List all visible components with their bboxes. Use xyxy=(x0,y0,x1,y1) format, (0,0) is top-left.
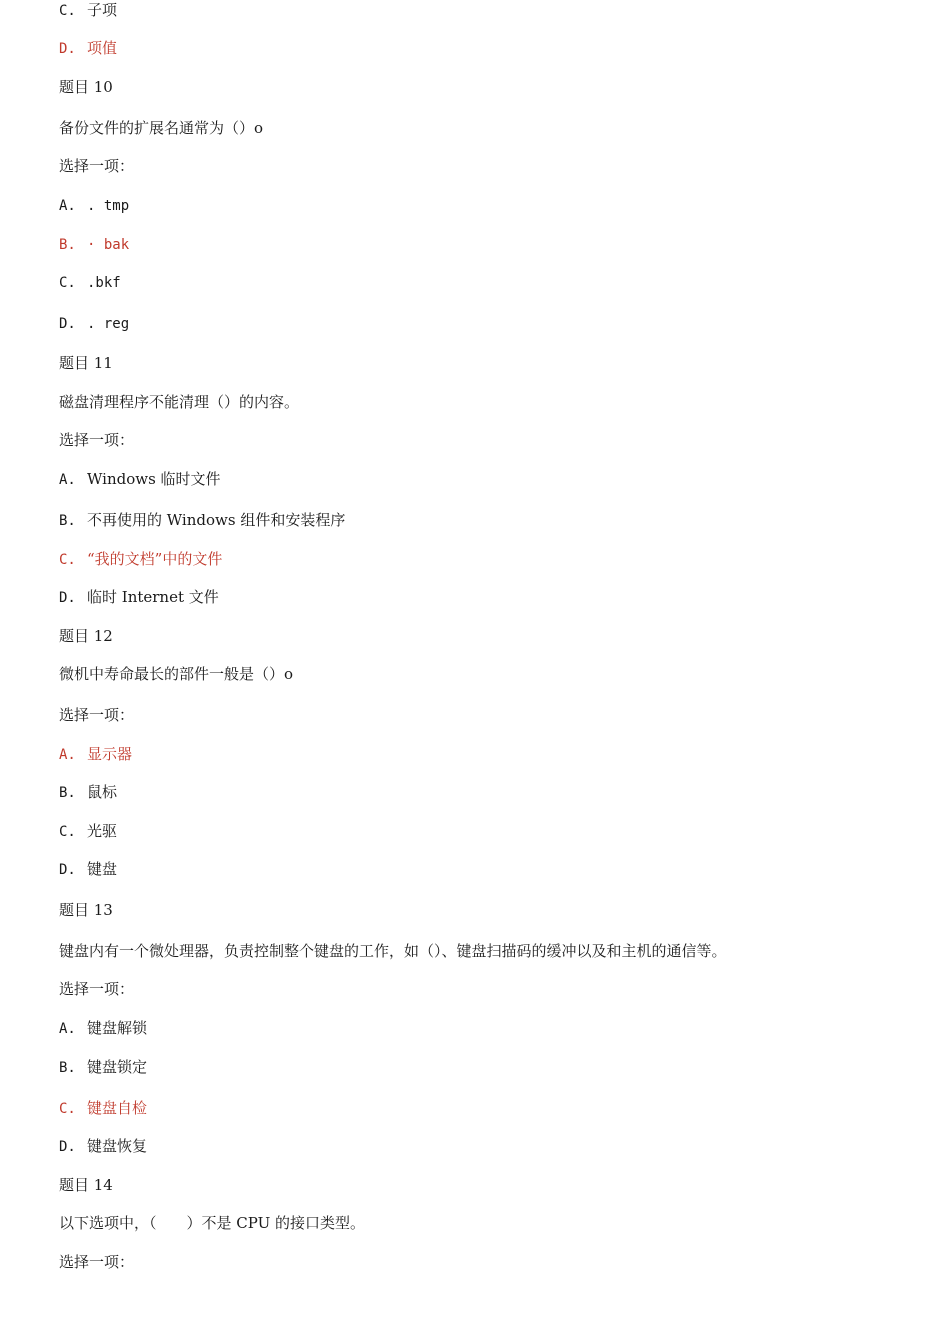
select-prompt: 选择一项： xyxy=(59,980,135,998)
answer-option xyxy=(59,0,117,21)
option-text: 键盘 xyxy=(87,860,118,878)
question-number: 题目 12 xyxy=(59,627,113,645)
answer-option xyxy=(59,313,129,334)
answer-option-correct xyxy=(59,549,222,570)
option-text: 键盘锁定 xyxy=(87,1058,148,1076)
option-letter: C. xyxy=(59,3,76,19)
option-letter: A. xyxy=(59,747,76,763)
option-text: Windows 临时文件 xyxy=(87,470,221,488)
option-text: 子项 xyxy=(87,1,118,19)
option-letter: B. xyxy=(59,1060,76,1076)
question-number: 题目 13 xyxy=(59,901,113,919)
select-prompt: 选择一项： xyxy=(59,1253,135,1271)
answer-option xyxy=(59,195,129,216)
option-text: 键盘恢复 xyxy=(87,1137,148,1155)
question-text: 键盘内有一个微处理器，负责控制整个键盘的工作，如（）、键盘扫描码的缓冲以及和主机的通信等。 xyxy=(59,942,727,960)
answer-option-correct xyxy=(59,744,132,765)
option-letter: A. xyxy=(59,472,76,488)
option-letter: D. xyxy=(59,590,76,606)
option-text: . reg xyxy=(87,316,130,332)
option-text: 不再使用的 Windows 组件和安装程序 xyxy=(87,511,346,529)
option-letter: C. xyxy=(59,824,76,840)
answer-option xyxy=(59,859,117,880)
select-prompt: 选择一项： xyxy=(59,706,135,724)
option-text: 键盘解锁 xyxy=(87,1019,148,1037)
answer-option xyxy=(59,821,117,842)
question-number: 题目 11 xyxy=(59,354,113,372)
answer-option xyxy=(59,782,117,803)
question-number: 题目 10 xyxy=(59,78,113,96)
option-text: 键盘自检 xyxy=(87,1099,148,1117)
answer-option-correct xyxy=(59,1098,147,1119)
answer-option xyxy=(59,1136,147,1157)
option-text: .bkf xyxy=(87,275,121,291)
option-letter: A. xyxy=(59,198,76,214)
option-letter: D. xyxy=(59,41,76,57)
question-text: 备份文件的扩展名通常为（）o xyxy=(59,119,264,137)
question-text: 以下选项中，（ ）不是 CPU 的接口类型。 xyxy=(59,1214,365,1232)
option-letter: C. xyxy=(59,552,76,568)
option-text: . tmp xyxy=(87,198,130,214)
option-letter: C. xyxy=(59,275,76,291)
option-text: “我的文档”中的文件 xyxy=(87,550,223,568)
option-text: 临时 Internet 文件 xyxy=(87,588,219,606)
answer-option-correct xyxy=(59,38,117,59)
answer-option xyxy=(59,272,121,293)
option-text: 显示器 xyxy=(87,745,133,763)
question-text: 微机中寿命最长的部件一般是（）o xyxy=(59,665,294,683)
option-letter: A. xyxy=(59,1021,76,1037)
question-number: 题目 14 xyxy=(59,1176,113,1194)
select-prompt: 选择一项： xyxy=(59,157,135,175)
option-letter: B. xyxy=(59,237,76,253)
select-prompt: 选择一项： xyxy=(59,431,135,449)
option-text: 光驱 xyxy=(87,822,118,840)
option-letter: B. xyxy=(59,785,76,801)
option-letter: D. xyxy=(59,862,76,878)
option-text: · bak xyxy=(87,237,130,253)
answer-option xyxy=(59,469,221,490)
option-letter: C. xyxy=(59,1101,76,1117)
answer-option-correct xyxy=(59,234,129,255)
answer-option xyxy=(59,1057,147,1078)
answer-option xyxy=(59,587,219,608)
option-letter: D. xyxy=(59,1139,76,1155)
option-letter: B. xyxy=(59,513,76,529)
answer-option xyxy=(59,1018,147,1039)
option-text: 鼠标 xyxy=(87,783,118,801)
answer-option xyxy=(59,510,345,531)
question-text: 磁盘清理程序不能清理（）的内容。 xyxy=(59,393,300,411)
option-letter: D. xyxy=(59,316,76,332)
option-text: 项值 xyxy=(87,39,118,57)
